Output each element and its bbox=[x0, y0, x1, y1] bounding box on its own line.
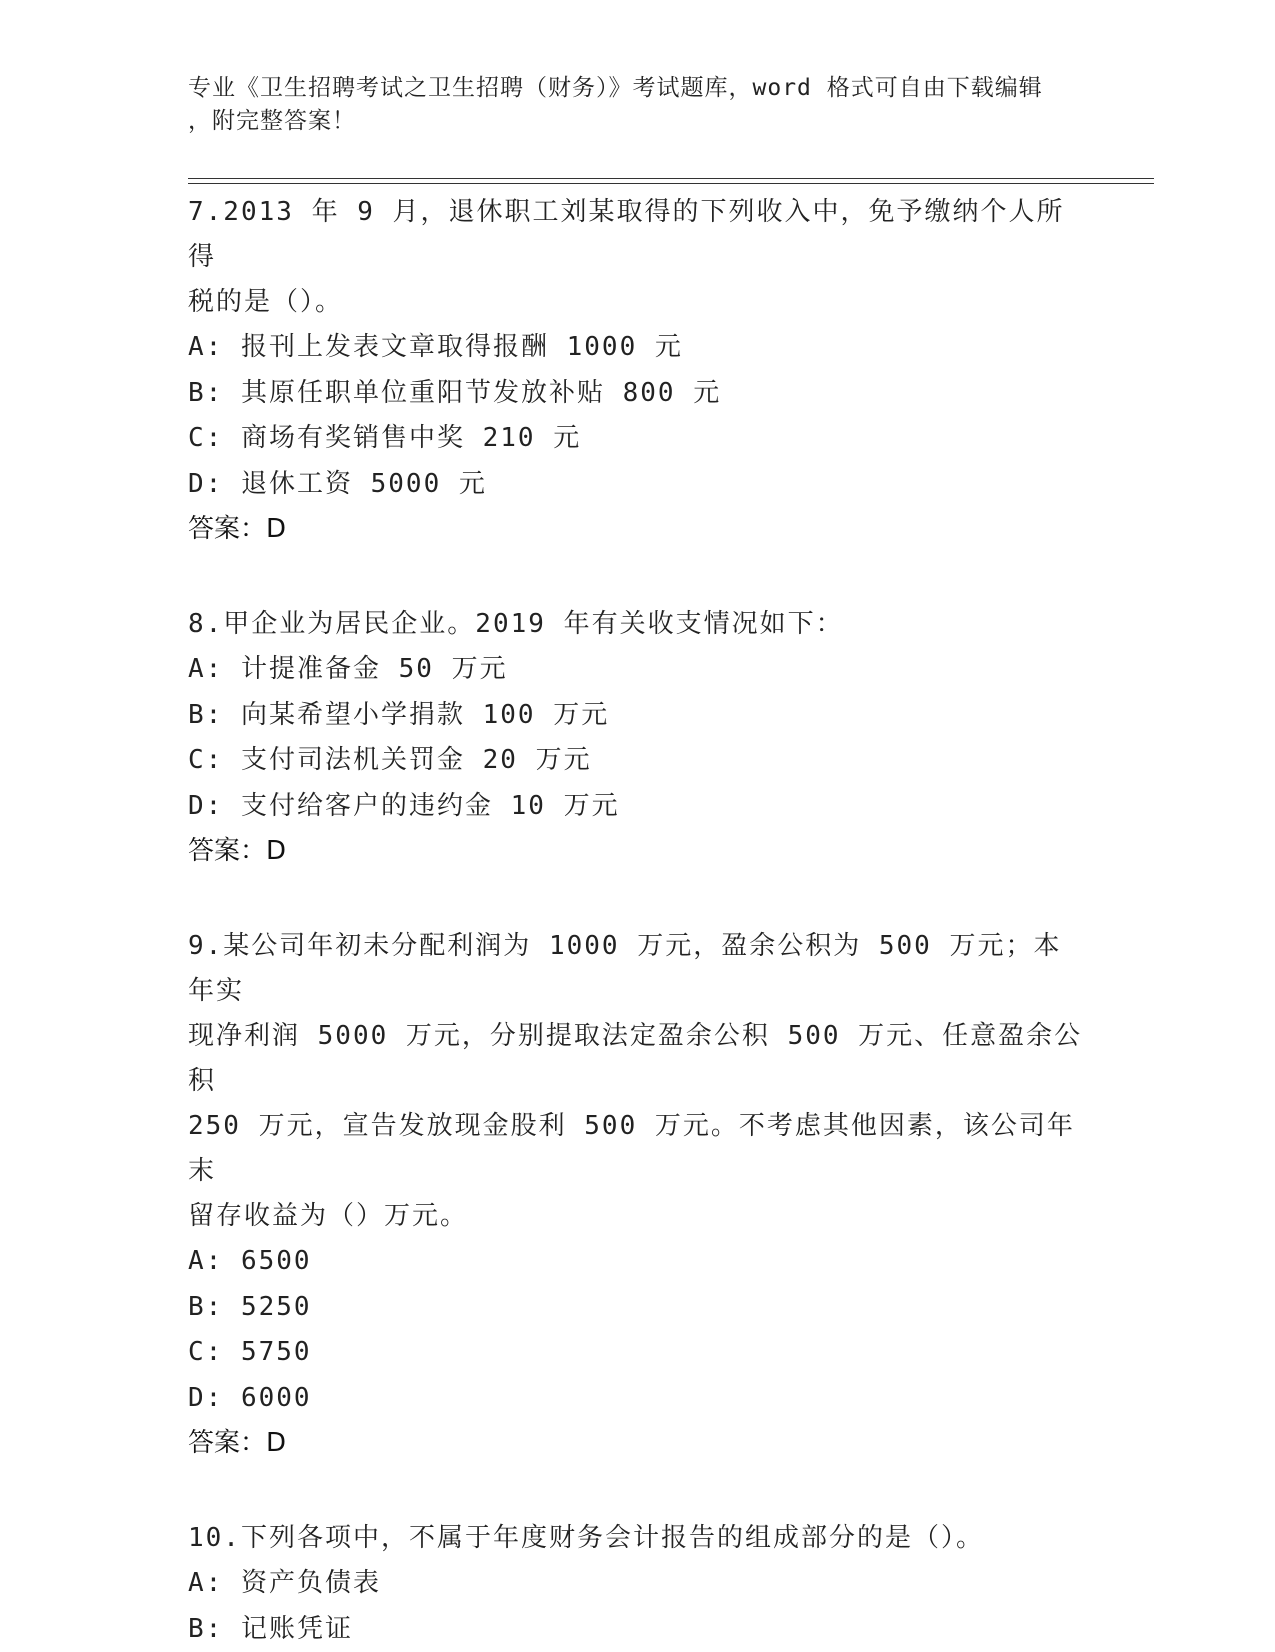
question-stem-line: 250 万元，宣告发放现金股利 500 万元。不考虑其他因素，该公司年末 bbox=[188, 1104, 1088, 1194]
option-b: B: 其原任职单位重阳节发放补贴 800 元 bbox=[188, 371, 1088, 417]
question-stem-line: 9.某公司年初未分配利润为 1000 万元，盈余公积为 500 万元；本年实 bbox=[188, 924, 1088, 1014]
option-b: B: 5250 bbox=[188, 1285, 1088, 1331]
answer-line: 答案：D bbox=[188, 507, 1088, 552]
header-line-2: ，附完整答案！ bbox=[188, 105, 1068, 138]
answer-line: 答案：D bbox=[188, 829, 1088, 874]
question-9 bbox=[188, 924, 1088, 1466]
question-7 bbox=[188, 190, 1088, 552]
option-b: B: 向某希望小学捐款 100 万元 bbox=[188, 693, 1088, 739]
option-d: D: 支付给客户的违约金 10 万元 bbox=[188, 784, 1088, 830]
question-10 bbox=[188, 1516, 1088, 1652]
answer-line: 答案：D bbox=[188, 1421, 1088, 1466]
question-list bbox=[188, 190, 1088, 1652]
header-line-1: 专业《卫生招聘考试之卫生招聘（财务）》考试题库，word 格式可自由下载编辑 bbox=[188, 72, 1068, 105]
question-8 bbox=[188, 602, 1088, 874]
option-a: A: 计提准备金 50 万元 bbox=[188, 647, 1088, 693]
header-divider-bottom bbox=[188, 183, 1154, 184]
question-stem-line: 现净利润 5000 万元，分别提取法定盈余公积 500 万元、任意盈余公积 bbox=[188, 1014, 1088, 1104]
option-d: D: 退休工资 5000 元 bbox=[188, 462, 1088, 508]
option-b: B: 记账凭证 bbox=[188, 1607, 1088, 1652]
question-stem-line: 留存收益为（）万元。 bbox=[188, 1194, 1088, 1239]
option-c: C: 商场有奖销售中奖 210 元 bbox=[188, 416, 1088, 462]
option-c: C: 5750 bbox=[188, 1330, 1088, 1376]
question-stem-line: 税的是（）。 bbox=[188, 280, 1088, 325]
option-a: A: 6500 bbox=[188, 1239, 1088, 1285]
question-stem-line: 8.甲企业为居民企业。2019 年有关收支情况如下： bbox=[188, 602, 1088, 647]
option-d: D: 6000 bbox=[188, 1376, 1088, 1422]
option-c: C: 支付司法机关罚金 20 万元 bbox=[188, 738, 1088, 784]
document-header bbox=[188, 72, 1068, 138]
question-stem-line: 7.2013 年 9 月，退休职工刘某取得的下列收入中，免予缴纳个人所得 bbox=[188, 190, 1088, 280]
option-a: A: 资产负债表 bbox=[188, 1561, 1088, 1607]
header-divider-top bbox=[188, 178, 1154, 179]
question-stem-line: 10.下列各项中，不属于年度财务会计报告的组成部分的是（）。 bbox=[188, 1516, 1088, 1561]
option-a: A: 报刊上发表文章取得报酬 1000 元 bbox=[188, 325, 1088, 371]
